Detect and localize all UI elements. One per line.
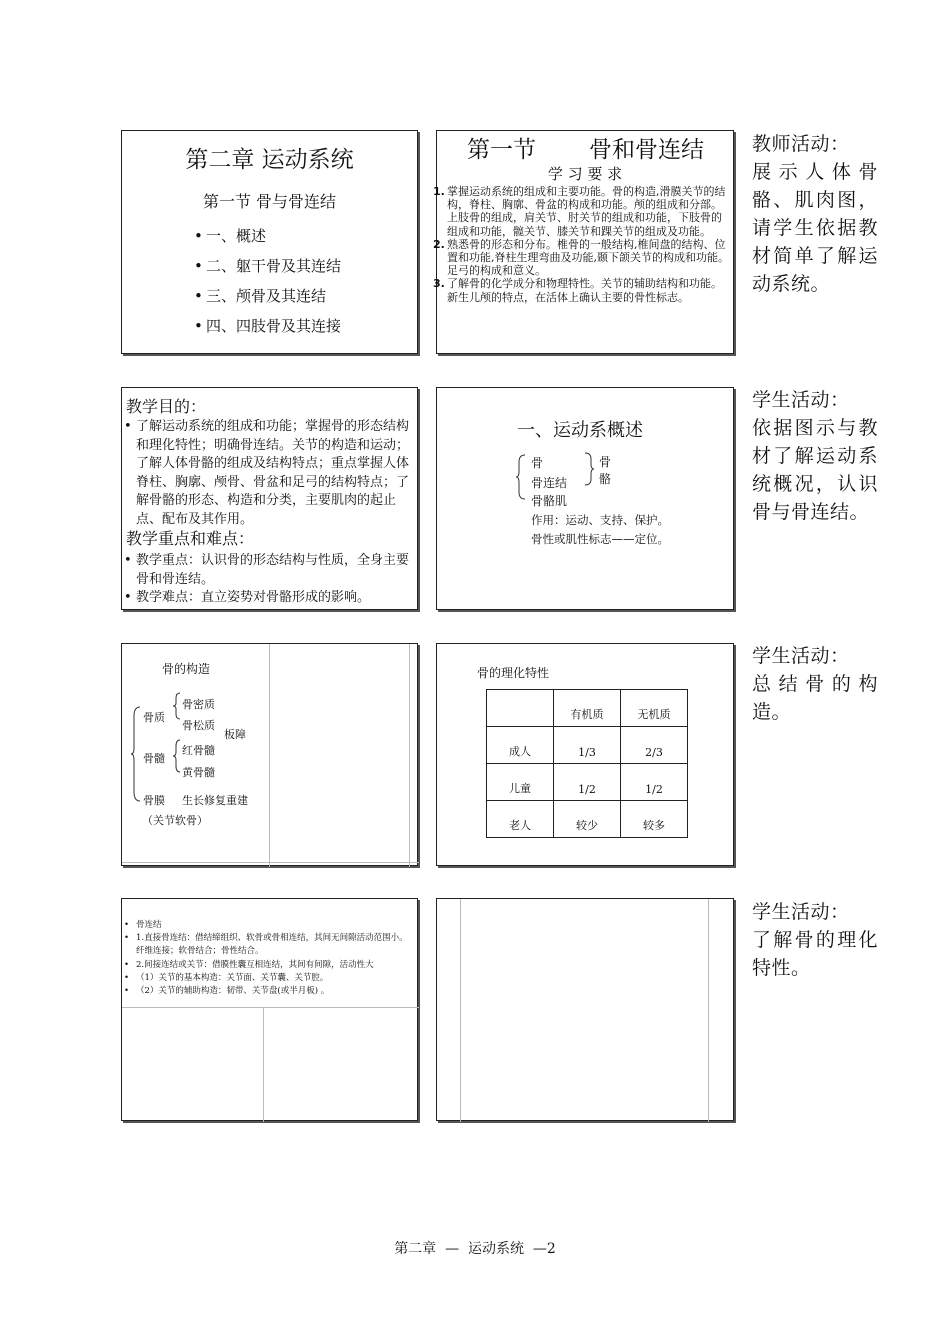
outer-brace-icon (130, 706, 142, 802)
joint-label: 骨连结 (531, 476, 568, 490)
marrow-label: 骨髓 (143, 752, 165, 765)
slide-blank (436, 898, 734, 1121)
slide3-goal-list (122, 418, 416, 530)
slide4-title: 一、运动系概述 (517, 420, 643, 441)
goal-text: • 了解运动系统的组成和功能；掌握骨的形态结构和理化特性；明确骨连结。关节的构造和运动；了解人体骨骼的组成及结构特点；重点掌握人体脊柱、胸廓、颅骨、骨盆和足弓的结构特点；了解骨骼的形态、构造和分类，主要肌肉的起止点、配布及其作用。 (122, 418, 416, 530)
note-line: 总结骨的构 (752, 673, 878, 695)
student-activity-note-1 (752, 386, 878, 526)
requirement-item (433, 277, 729, 304)
list-item: • 四、四肢骨及其连接 (192, 311, 341, 341)
table-cell: 较少 (554, 801, 621, 838)
requirement-text: 了解骨的化学成分和物理特性。关节的辅助结构和功能。新生儿颅的特点，在活体上确认主要的骨性标志。 (447, 277, 722, 304)
left-brace-icon (515, 454, 527, 500)
slide-motor-system-overview (436, 387, 734, 610)
list-item: • 骨连结 (122, 919, 416, 932)
note-line: 骨与骨连结。 (752, 501, 870, 523)
requirement-text: 熟悉骨的形态和分布。椎骨的一般结构,椎间盘的结构、位置和功能,脊柱生理弯曲及功能,颞下颌关节的构成和功能。足弓的构成和意义。 (447, 237, 729, 278)
list-item: • （1）关节的基本构造：关节面、关节囊、关节腔。 (122, 972, 416, 985)
skeleton-label: 骨 骼 (599, 455, 612, 486)
table-row (487, 764, 688, 801)
requirement-number: 2. (433, 237, 445, 251)
requirement-number: 1. (433, 185, 445, 198)
table-cell: 成人 (487, 727, 554, 764)
diploe-label: 板障 (224, 728, 246, 741)
landmark-text: 骨性或肌性标志——定位。 (531, 532, 669, 546)
requirement-item (433, 237, 729, 278)
note-line: 请学生依据教 (752, 217, 878, 239)
table-cell: 老人 (487, 801, 554, 838)
table-cell: 2/3 (621, 727, 688, 764)
table-cell: 1/2 (554, 764, 621, 801)
compact-bone-label: 骨密质 (182, 698, 215, 711)
slide3-keypoint-list (122, 552, 416, 608)
note-line: 材了解运动系 (752, 445, 878, 467)
table-row (487, 727, 688, 764)
student-activity-note-3 (752, 898, 878, 982)
properties-table (486, 689, 688, 838)
marrow-brace-icon (172, 739, 182, 773)
slide2-subtitle: 学 习 要 求 (547, 165, 623, 183)
note-line: 展示人体骨 (752, 161, 878, 183)
slide-learning-requirements (433, 130, 734, 354)
note-line: 统概况，认识 (752, 473, 878, 495)
slide-bone-physicochemical (436, 643, 734, 866)
note-line: 动系统。 (752, 273, 831, 295)
slide-teaching-goals (121, 387, 418, 610)
spongy-bone-label: 骨松质 (182, 719, 215, 732)
note-line: 特性。 (752, 957, 811, 979)
slide1-item-list (192, 221, 341, 341)
slide2-requirement-list (433, 185, 729, 357)
bone-substance-label: 骨质 (143, 711, 165, 724)
slide-bone-structure (121, 643, 418, 866)
function-text: 作用：运动、支持、保护。 (531, 513, 669, 527)
requirement-number: 3. (433, 277, 445, 291)
slide3-heading-keypoints: 教学重点和难点： (126, 529, 255, 548)
muscle-label: 骨骼肌 (531, 494, 568, 508)
right-brace-icon (583, 452, 595, 486)
table-header-cell: 有机质 (554, 690, 621, 727)
requirement-item (433, 185, 729, 238)
difficulty-text: • 教学难点：直立姿势对骨骼形成的影响。 (122, 589, 416, 608)
growth-label: 生长修复重建 (182, 794, 248, 807)
table-cell: 儿童 (487, 764, 554, 801)
note-line: 造。 (752, 701, 792, 723)
cartilage-label: （关节软骨） (142, 814, 208, 827)
note-line: 学生活动： (752, 901, 850, 923)
slide1-title: 第二章 运动系统 (185, 147, 354, 173)
note-line: 依据图示与教 (752, 417, 878, 439)
table-cell: 1/3 (554, 727, 621, 764)
table-cell: 较多 (621, 801, 688, 838)
requirement-text: 掌握运动系统的组成和主要功能。骨的构造,滑膜关节的结构，脊柱、胸廓、骨盆的构成和功能。颅的组成和分部。上肢骨的组成，肩关节、肘关节的组成和功能，下肢骨的组成和功能，髋关节、膝关节和踝关节的组成及功能。 (447, 185, 726, 238)
slide2-title-right: 骨和骨连结 (589, 137, 704, 163)
teacher-activity-note (752, 130, 878, 298)
list-item: • 三、颅骨及其连结 (192, 281, 341, 311)
inner-brace-icon (172, 692, 182, 720)
note-line: 学生活动： (752, 645, 850, 667)
list-item: • 1.直接骨连结：借结缔组织、软骨或骨相连结，其间无间隙活动范围小。纤维连接；软骨结合；骨性结合。 (122, 932, 416, 958)
slide-bone-joints (121, 898, 418, 1121)
note-line: 材简单了解运 (752, 245, 878, 267)
slide5-title: 骨的构造 (162, 662, 211, 676)
list-item: • 一、概述 (192, 221, 341, 251)
slide1-subtitle: 第一节 骨与骨连结 (202, 192, 337, 211)
table-header-cell (487, 690, 554, 727)
bone-label: 骨 (531, 456, 544, 470)
table-row (487, 801, 688, 838)
note-line: 骼、肌肉图， (752, 189, 878, 211)
slide3-heading-goals: 教学目的： (126, 397, 207, 416)
slide2-title-left: 第一节 (467, 137, 536, 163)
yellow-marrow-label: 黄骨髓 (182, 766, 215, 779)
key-point-text: • 教学重点：认识骨的形态结构与性质，全身主要骨和骨连结。 (122, 552, 416, 589)
note-line: 教师活动： (752, 133, 850, 155)
periosteum-label: 骨膜 (143, 794, 165, 807)
list-item: • 二、躯干骨及其连结 (192, 251, 341, 281)
note-line: 了解骨的理化 (752, 929, 878, 951)
slide6-title: 骨的理化特性 (477, 666, 550, 680)
table-cell: 1/2 (621, 764, 688, 801)
note-line: 学生活动： (752, 389, 850, 411)
student-activity-note-2 (752, 642, 878, 726)
slide7-item-list (122, 919, 416, 998)
red-marrow-label: 红骨髓 (182, 744, 215, 757)
list-item: • （2）关节的辅助构造：韧带、关节盘(或半月板) 。 (122, 985, 416, 998)
slide-chapter-overview (121, 130, 418, 354)
list-item: • 2.间接连结或关节：借膜性囊互相连结，其间有间隙，活动性大 (122, 959, 416, 972)
page-footer: 第二章 — 运动系统 —2 (394, 1241, 556, 1257)
table-header-cell: 无机质 (621, 690, 688, 727)
table-header-row (487, 690, 688, 727)
